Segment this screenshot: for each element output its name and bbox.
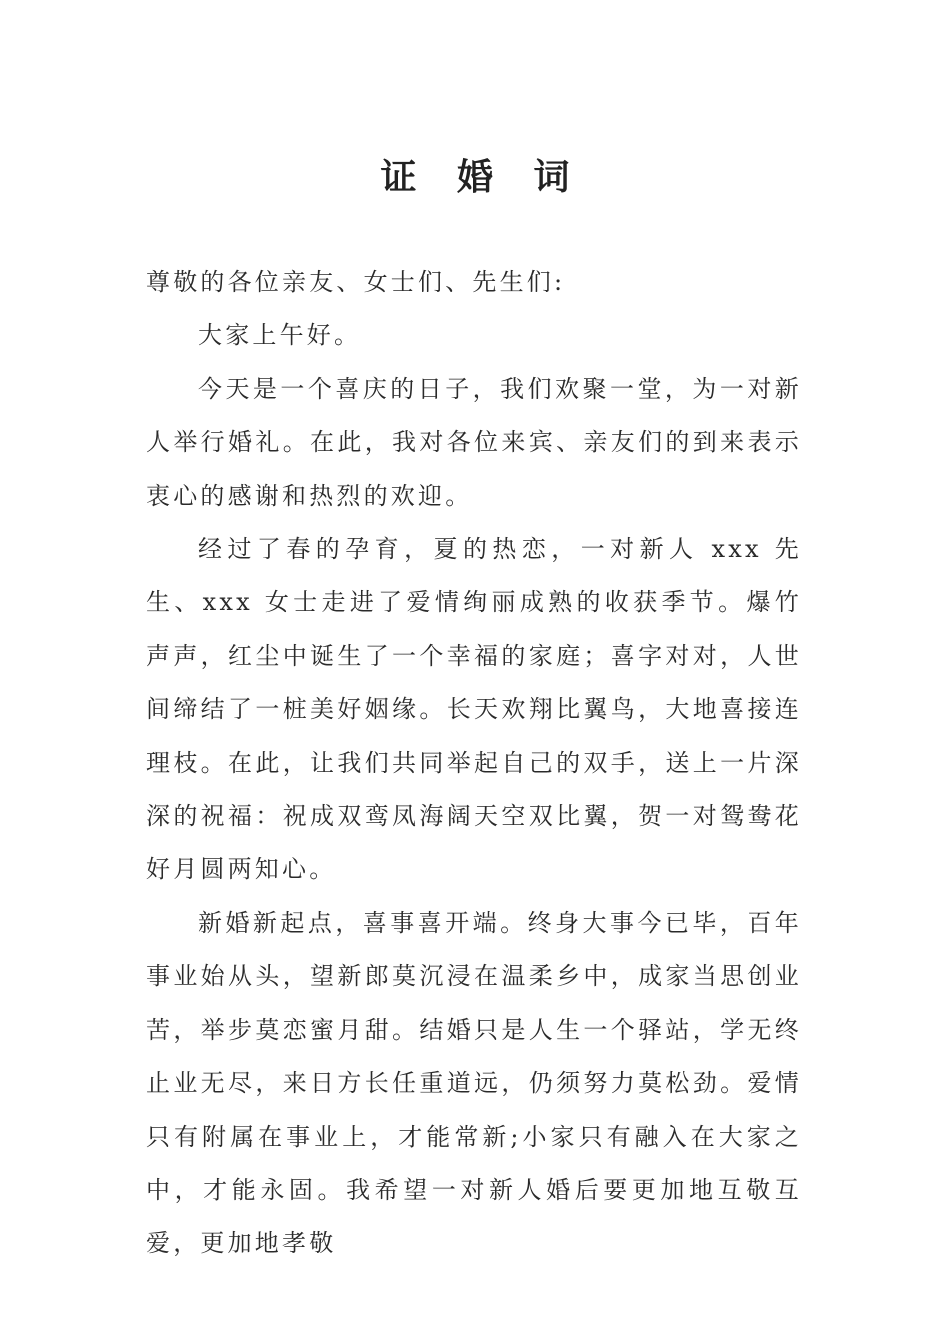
paragraph-advice: 新婚新起点，喜事喜开端。终身大事今已毕，百年事业始从头，望新郎莫沉浸在温柔乡中，成家当思创业苦，举步莫恋蜜月甜。结婚只是人生一个驿站，学无终止业无尽，来日方长任重道远，仍须努力莫松劲。爱情只有附属在事业上，才能常新;小家只有融入在大家之中，才能永固。我希望一对新人婚后要更加地互敬互爱，更加地孝敬 [146,908,802,1258]
salutation: 尊敬的各位亲友、女士们、先生们: [146,268,566,296]
paragraph-welcome: 今天是一个喜庆的日子，我们欢聚一堂，为一对新人举行婚礼。在此，我对各位来宾、亲友们的到来表示衷心的感谢和热烈的欢迎。 [146,374,802,510]
paragraph-greeting: 大家上午好。 [198,321,362,350]
document-title: 证 婚 词 [380,156,584,198]
paragraph-blessing: 经过了春的孕育，夏的热恋，一对新人 xxx 先生、xxx 女士走进了爱情绚丽成熟的收获季节。爆竹声声，红尘中诞生了一个幸福的家庭；喜字对对，人世间缔结了一桩美好姻缘。长天欢翔比翼鸟，大地喜接连理枝。在此，让我们共同举起自己的双手，送上一片深深的祝福：祝成双鸾凤海阔天空双比翼，贺一对鸳鸯花好月圆两知心。 [146,535,802,884]
document-body [146,256,802,1271]
